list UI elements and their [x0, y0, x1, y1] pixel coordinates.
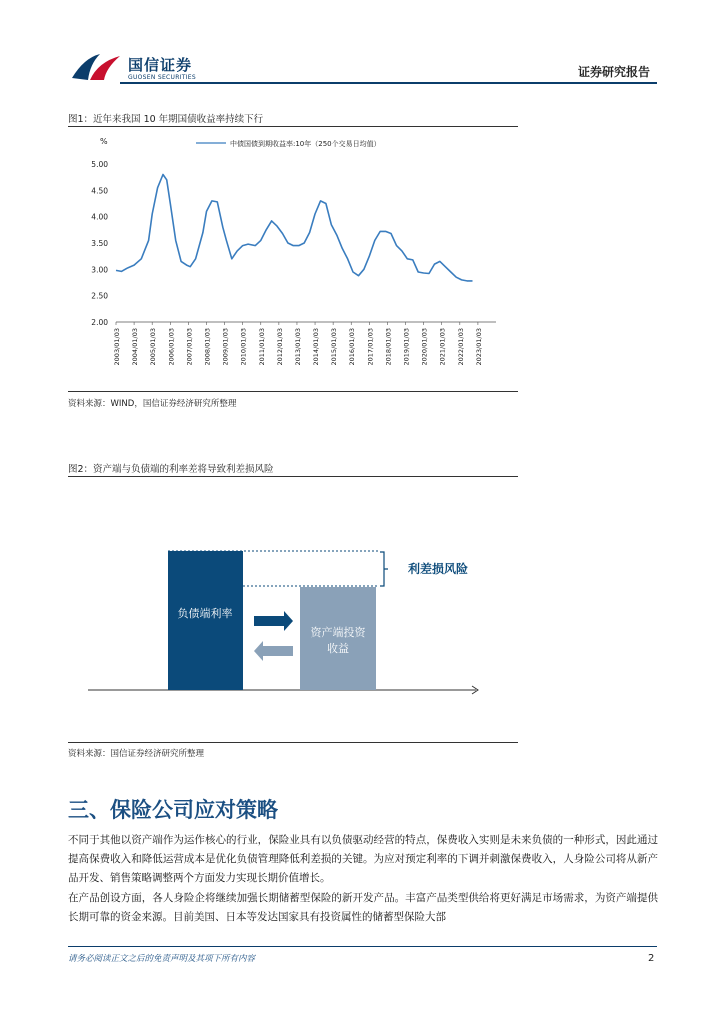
- y-axis-label: %: [100, 137, 108, 146]
- interest-spread-diagram: [68, 478, 518, 738]
- x-tick-label: 2014/01/03: [312, 328, 321, 366]
- paragraph-2: 在产品创设方面，各人身险企将继续加强长期储蓄型保险的新开发产品。丰富产品类型供给将更好满足市场需求，为资产端提供长期可靠的资金来源。目前美国、日本等发达国家具有投资属性的储蓄型保险大部: [68, 892, 658, 923]
- x-tick-label: 2017/01/03: [366, 328, 375, 366]
- x-tick-label: 2022/01/03: [456, 328, 465, 366]
- x-tick-label: 2018/01/03: [384, 328, 393, 366]
- risk-label: 利差损风险: [408, 562, 469, 576]
- risk-bracket-icon: [380, 552, 388, 586]
- y-tick-label: 2.00: [91, 318, 108, 327]
- paragraph-1: 不同于其他以资产端作为运作核心的行业，保险业具有以负债驱动经营的特点，保费收入实则是未来负债的一种形式，因此通过提高保费收入和降低运营成本是优化负债管理降低利差损的关键。为应对预定利率的下调并刺激保费收入，人身险公司将从新产品开发、销售策略调整两个方面发力实现长期价值增长。: [68, 834, 658, 884]
- x-tick-label: 2016/01/03: [348, 328, 357, 366]
- right-arrow-icon: [254, 611, 293, 631]
- x-tick-label: 2012/01/03: [275, 328, 284, 366]
- footer-disclaimer: 请务必阅读正文之后的免责声明及其项下所有内容: [68, 954, 256, 964]
- guosen-logo-icon: [70, 50, 122, 84]
- left-arrow-icon: [254, 641, 293, 661]
- x-tick-label: 2008/01/03: [203, 328, 212, 366]
- legend-label: 中债国债到期收益率:10年（250个交易日均值）: [230, 140, 381, 148]
- liability-rate-label: 负债端利率: [177, 607, 233, 620]
- page-number: 2: [648, 953, 655, 964]
- figure2-bottom-rule: [68, 742, 518, 743]
- x-tick-label: 2010/01/03: [239, 328, 248, 366]
- y-tick-label: 3.50: [91, 239, 108, 248]
- logo-cn: 国信证券: [128, 56, 193, 74]
- y-tick-label: 4.00: [91, 212, 108, 222]
- x-tick-label: 2015/01/03: [330, 328, 339, 366]
- figure1-bottom-rule: [68, 391, 518, 392]
- yield-line-chart: [68, 128, 518, 390]
- header: [0, 0, 724, 90]
- figure1-title: 图1：近年来我国 10 年期国债收益率持续下行: [68, 114, 264, 125]
- x-tick-label: 2005/01/03: [149, 328, 158, 366]
- section-heading: 三、保险公司应对策略: [68, 798, 278, 822]
- y-tick-label: 3.00: [91, 265, 108, 275]
- x-tick-label: 2023/01/03: [474, 328, 483, 366]
- logo-en: GUOSEN SECURITIES: [128, 74, 197, 81]
- x-tick-label: 2019/01/03: [402, 328, 411, 366]
- x-tick-label: 2020/01/03: [420, 328, 429, 366]
- y-tick-label: 5.00: [91, 160, 108, 169]
- y-tick-label: 2.50: [91, 291, 108, 301]
- figure2-source: 资料来源：国信证券经济研究所整理: [68, 749, 205, 759]
- x-tick-label: 2013/01/03: [293, 328, 302, 366]
- figure2-top-rule: [68, 476, 518, 477]
- figure1-top-rule: [68, 126, 518, 127]
- x-tick-label: 2009/01/03: [221, 328, 230, 366]
- y-tick-label: 4.50: [91, 186, 108, 196]
- x-tick-label: 2004/01/03: [131, 328, 140, 366]
- x-tick-label: 2011/01/03: [257, 328, 266, 366]
- report-type: 证券研究报告: [578, 65, 651, 79]
- figure2-title: 图2：资产端与负债端的利率差将导致利差损风险: [68, 464, 274, 475]
- yield-series-line: [116, 175, 473, 281]
- x-tick-label: 2003/01/03: [113, 328, 121, 366]
- x-tick-label: 2007/01/03: [185, 328, 194, 366]
- footer-rule: [68, 946, 657, 947]
- x-tick-label: 2021/01/03: [438, 328, 447, 366]
- header-rule: [120, 82, 657, 84]
- x-tick-label: 2006/01/03: [167, 328, 176, 366]
- figure1-source: 资料来源：WIND，国信证券经济研究所整理: [68, 399, 237, 409]
- liability-rate-bar: [168, 551, 243, 690]
- asset-return-label-line2: 收益: [327, 642, 349, 655]
- asset-return-label-line1: 资产端投资: [310, 626, 366, 639]
